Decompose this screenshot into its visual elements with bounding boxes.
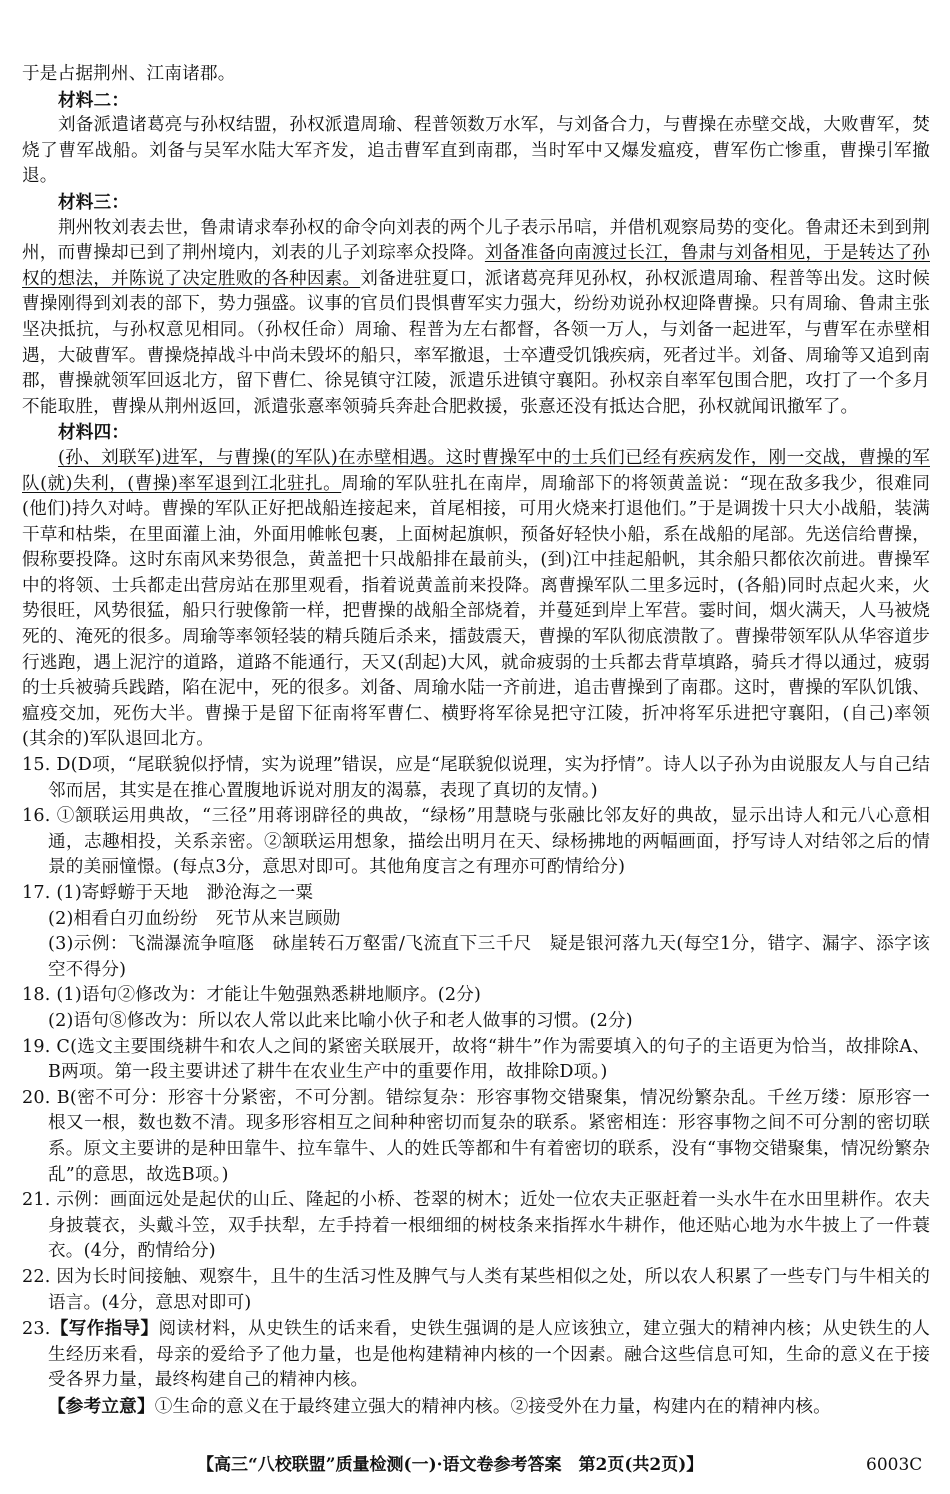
material-three-heading: 材料三： xyxy=(58,191,130,213)
continuation-line: 于是占据荆州、江南诸郡。 xyxy=(22,64,236,84)
writing-guide-text: 阅读材料，从史铁生的话来看，史铁生强调的是人应该独立，建立强大的精神内核；从史铁生的人生经历来看，母亲的爱给予了他力量，也是他构建精神内核的一个因素。融合这些信息可知，生命的意义在于接受各界力量，最终构建自己的精神内核。 xyxy=(48,1319,931,1391)
material-four-part-b: 周瑜的军队驻扎在南岸，周瑜部下的将领黄盖说：“现在敌多我少，很难同(他们)持久对峙。曹操的军队正好把战船连接起来，首尾相接，可用火烧来打退他们。”于是调拨十只大小战船，装满干草和枯柴，在里面灌上油，外面用帷帐包裹，上面树起旗帜，预备好轻快小船，系在战船的尾部。先送信给曹操，假称要投降。这时东南风来势很急，黄盖把十只战船排在最前头，(到)江中挂起船帆，其余船只都依次前进。曹操军中的将领、士兵都走出营房站在那里观看，指着说黄盖前来投降。离曹操军队二里多远时，(各船)同时点起火来，火势很旺，风势很猛，船只行驶像箭一样，把曹操的战船全部烧着，并蔓延到岸上军营。霎时间，烟火满天，人马被烧死的、淹死的很多。周瑜等率领轻装的精兵随后杀来，擂鼓震天，曹操的军队彻底溃散了。曹操带领军队从华容道步行逃跑，遇上泥泞的道路，道路不能通行，天又(刮起)大风，就命疲弱的士兵都去背草填路，骑兵才得以通过，疲弱的士兵被骑兵践踏，陷在泥中，死的很多。刘备、周瑜水陆一齐前进，追击曹操到了南郡。这时，曹操的军队饥饿、瘟疫交加，死伤大半。曹操于是留下征南将军曹仁、横野将军徐晃把守江陵，折冲将军乐进把守襄阳，(自己)率领(其余的)军队退回北方。 xyxy=(22,473,930,750)
material-three-part-a: 荆州牧刘表去世，鲁肃请求奉孙权的命令向刘表的两个儿子表示吊唁，并借机观察局势的变化。鲁肃还未到到荆州，而曹操却已到了荆州境内，刘表的儿子刘琮率众投降。 xyxy=(22,217,930,264)
answer-18-1: 18. (1)语句②修改为：才能让牛勉强熟悉耕地顺序。(2分) xyxy=(22,985,482,1006)
reference-theme-label: 【参考立意】 xyxy=(48,1395,155,1417)
writing-guide-label: 【写作指导】 xyxy=(50,1318,159,1340)
material-four-heading: 材料四： xyxy=(58,422,130,444)
material-four-text xyxy=(22,446,930,753)
answer-20: 20. B(密不可分：形容十分紧密，不可分割。错综复杂：形容事物交错聚集，情况纷繁杂乱。千丝万缕：原形容一根又一根，数也数不清。现多形容相互之间种种密切而复杂的联系。紧密相连：形容事物之间不可分割的密切联系。原文主要讲的是种田靠牛、拉车靠牛、人的姓氏等都和牛有着密切的联系，没有“事物交错聚集，情况纷繁杂乱”的意思，故选B项。) xyxy=(22,1087,930,1185)
answer-17-3: (3)示例：飞湍瀑流争喧豗 砯崖转石万壑雷/飞流直下三千尺 疑是银河落九天(每空1分，错字、漏字、添字该空不得分) xyxy=(48,934,930,980)
answer-16: 16. ①颔联运用典故，“三径”用蒋诩辟径的典故，“绿杨”用慧晓与张融比邻友好的典故，显示出诗人和元八心意相通，志趣相投，关系亲密。②颔联运用想象，描绘出明月在天、绿杨拂地的两幅画面，抒写诗人对结邻之后的情景的美丽憧憬。(每点3分，意思对即可。其他角度言之有理亦可酌情给分) xyxy=(22,806,930,878)
material-two-text: 刘备派遣诸葛亮与孙权结盟，孙权派遣周瑜、程普领数万水军，与刘备合力，与曹操在赤壁交战，大败曹军，焚烧了曹军战船。刘备与吴军水陆大军齐发，追击曹军直到南郡，当时军中又爆发瘟疫，曹军伤亡惨重，曹操引军撤退。 xyxy=(22,115,930,187)
answer-17-2: (2)相看白刃血纷纷 死节从来岂顾勋 xyxy=(48,908,341,929)
answer-19: 19. C(选文主要围绕耕牛和农人之间的紧密关联展开，故将“耕牛”作为需要填入的句子的主语更为恰当，故排除A、B两项。第一段主要讲述了耕牛在农业生产中的重要作用，故排除D项。) xyxy=(22,1036,930,1083)
material-three-underlined: 刘备准备向南渡过长江，鲁肃与刘备相见，于是转达了孙权的想法，并陈说了决定胜败的各种因素。 xyxy=(22,243,930,289)
reference-theme xyxy=(22,1394,930,1421)
answer-document xyxy=(22,62,930,1420)
footer-title: 【高三“八校联盟”质量检测(一)·语文卷参考答案 第2页(共2页)】 xyxy=(197,1455,704,1475)
answer-23-number: 23. xyxy=(22,1319,51,1340)
reference-theme-text: ①生命的意义在于最终建立强大的精神内核。②接受外在力量，构建内在的精神内核。 xyxy=(154,1396,831,1417)
material-three-part-b: 刘备进驻夏口，派诸葛亮拜见孙权，孙权派遣周瑜、程普等出发。这时候曹操刚得到刘表的部下，势力强盛。议事的官员们畏惧曹军实力强大，纷纷劝说孙权迎降曹操。只有周瑜、鲁肃主张坚决抵抗，与孙权意见相同。（孙权任命）周瑜、程普为左右都督，各领一万人，与刘备一起进军，与曹军在赤壁相遇，大破曹军。曹操烧掉战斗中尚未毁坏的船只，率军撤退，士卒遭受饥饿疾病，死者过半。刘备、周瑜等又追到南郡，曹操就领军回返北方，留下曹仁、徐晃镇守江陵，派遣乐进镇守襄阳。孙权亲自率军包围合肥，攻打了一个多月不能取胜，曹操从荆州返回，派遣张憙率领骑兵奔赴合肥救援，张憙还没有抵达合肥，孙权就闻讯撤军了。 xyxy=(22,268,930,417)
footer-code: 6003C xyxy=(866,1455,923,1475)
answer-17-1: 17. (1)寄蜉蝣于天地 渺沧海之一粟 xyxy=(22,883,314,903)
material-four-underlined: (孙、刘联军)进军，与曹操(的军队)在赤壁相遇。这时曹操军中的士兵们已经有疾病发作，刚一交战，曹操的军队(就)失利，(曹操)率军退到江北驻扎。 xyxy=(22,447,930,494)
answer-23 xyxy=(22,1316,930,1394)
material-two-heading: 材料二： xyxy=(58,89,130,111)
answer-15: 15. D(D项，“尾联貌似抒情，实为说理”错误，应是“尾联貌似说理，实为抒情”。诗人以子孙为由说服友人与自己结邻而居，其实是在推心置腹地诉说对朋友的渴慕，表现了真切的友情。) xyxy=(22,755,930,801)
answer-18-2: (2)语句⑧修改为：所以农人常以此来比喻小伙子和老人做事的习惯。(2分) xyxy=(48,1010,633,1031)
answer-21: 21. 示例：画面远处是起伏的山丘、隆起的小桥、苍翠的树木；近处一位农夫正驱赶着一头水牛在水田里耕作。农夫身披蓑衣，头戴斗笠，双手扶犁，左手持着一根细细的树枝条来指挥水牛耕作，他还贴心地为水牛披上了一件蓑衣。(4分，酌情给分) xyxy=(22,1190,930,1262)
material-three-text xyxy=(22,216,930,421)
answer-22: 22. 因为长时间接触、观察牛，且牛的生活习性及脾气与人类有某些相似之处，所以农人积累了一些专门与牛相关的语言。(4分，意思对即可) xyxy=(22,1266,930,1313)
